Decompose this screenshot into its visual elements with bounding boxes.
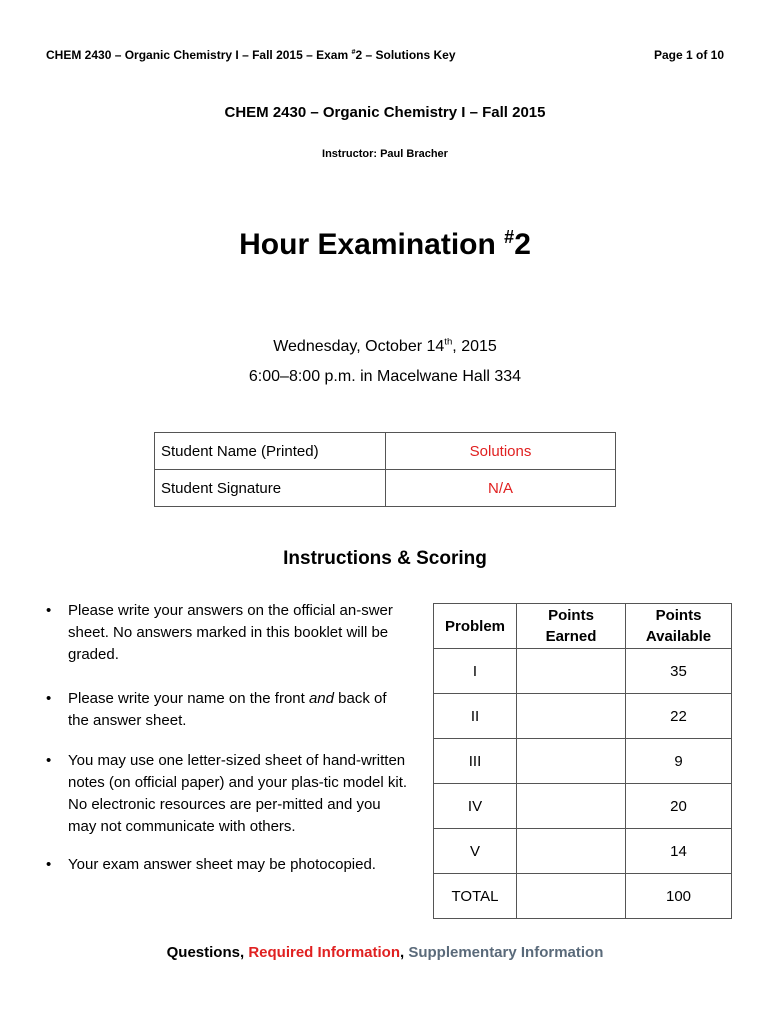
table-row xyxy=(434,829,732,874)
student-signature-row xyxy=(155,470,616,507)
score-table-header xyxy=(434,604,732,649)
available-cell: 9 xyxy=(626,739,732,784)
earned-cell xyxy=(517,649,626,694)
points-earned-header: Points Earned xyxy=(517,604,626,649)
table-row xyxy=(434,784,732,829)
instructions-heading: Instructions & Scoring xyxy=(283,548,487,569)
legend-footer: Questions, Required Information, Supplementary Information xyxy=(166,944,604,961)
available-cell: 20 xyxy=(626,784,732,829)
table-row xyxy=(434,649,732,694)
student-name-row xyxy=(155,433,616,470)
problem-cell: I xyxy=(434,649,517,694)
instructions-list xyxy=(44,600,410,898)
table-row xyxy=(434,874,732,919)
bullet-icon: • xyxy=(46,856,52,873)
student-signature-value: N/A xyxy=(386,470,616,507)
score-table xyxy=(433,603,732,919)
bullet-icon: • xyxy=(46,690,52,707)
page-number: Page 1 of 10 xyxy=(653,48,724,62)
course-title: CHEM 2430 – Organic Chemistry I – Fall 2015 xyxy=(224,104,546,121)
problem-cell: III xyxy=(434,739,517,784)
earned-cell xyxy=(517,829,626,874)
student-name-label: Student Name (Printed) xyxy=(155,433,386,470)
available-cell: 22 xyxy=(626,694,732,739)
earned-cell xyxy=(517,694,626,739)
legend-required: Required Information xyxy=(248,944,400,961)
exam-date: Wednesday, October 14th, 2015 xyxy=(273,336,497,355)
list-item: • Your exam answer sheet may be photocopied. xyxy=(44,854,410,876)
earned-cell xyxy=(517,874,626,919)
earned-cell xyxy=(517,739,626,784)
points-available-header: Points Available xyxy=(626,604,732,649)
problem-cell: TOTAL xyxy=(434,874,517,919)
exam-title: Hour Examination #2 xyxy=(239,227,531,261)
problem-cell: V xyxy=(434,829,517,874)
legend-supplementary: Supplementary Information xyxy=(408,944,604,961)
table-row xyxy=(434,694,732,739)
table-row xyxy=(434,739,732,784)
problem-header: Problem xyxy=(434,604,517,649)
legend-questions: Questions xyxy=(166,944,240,961)
instructor-line: Instructor: Paul Bracher xyxy=(322,148,448,160)
bullet-icon: • xyxy=(46,752,52,769)
list-item: • Please write your answers on the official an-swer sheet. No answers marked in this booklet will be graded. xyxy=(46,602,393,663)
list-item: • Please write your name on the front and back of the answer sheet. xyxy=(46,690,387,729)
available-cell: 35 xyxy=(626,649,732,694)
student-signature-label: Student Signature xyxy=(155,470,386,507)
bullet-icon: • xyxy=(46,602,52,619)
available-cell: 100 xyxy=(626,874,732,919)
available-cell: 14 xyxy=(626,829,732,874)
earned-cell xyxy=(517,784,626,829)
list-item: • You may use one letter-sized sheet of hand-written notes (on official paper) and your plas-tic model kit. No electronic resources are per-mitted and you may not communicate with others. xyxy=(46,752,408,835)
problem-cell: IV xyxy=(434,784,517,829)
exam-time: 6:00–8:00 p.m. in Macelwane Hall 334 xyxy=(248,368,522,385)
student-info-table xyxy=(154,432,616,507)
problem-cell: II xyxy=(434,694,517,739)
running-header-title: CHEM 2430 – Organic Chemistry I – Fall 2015 – Exam #2 – Solutions Key xyxy=(46,47,456,62)
student-name-value: Solutions xyxy=(386,433,616,470)
